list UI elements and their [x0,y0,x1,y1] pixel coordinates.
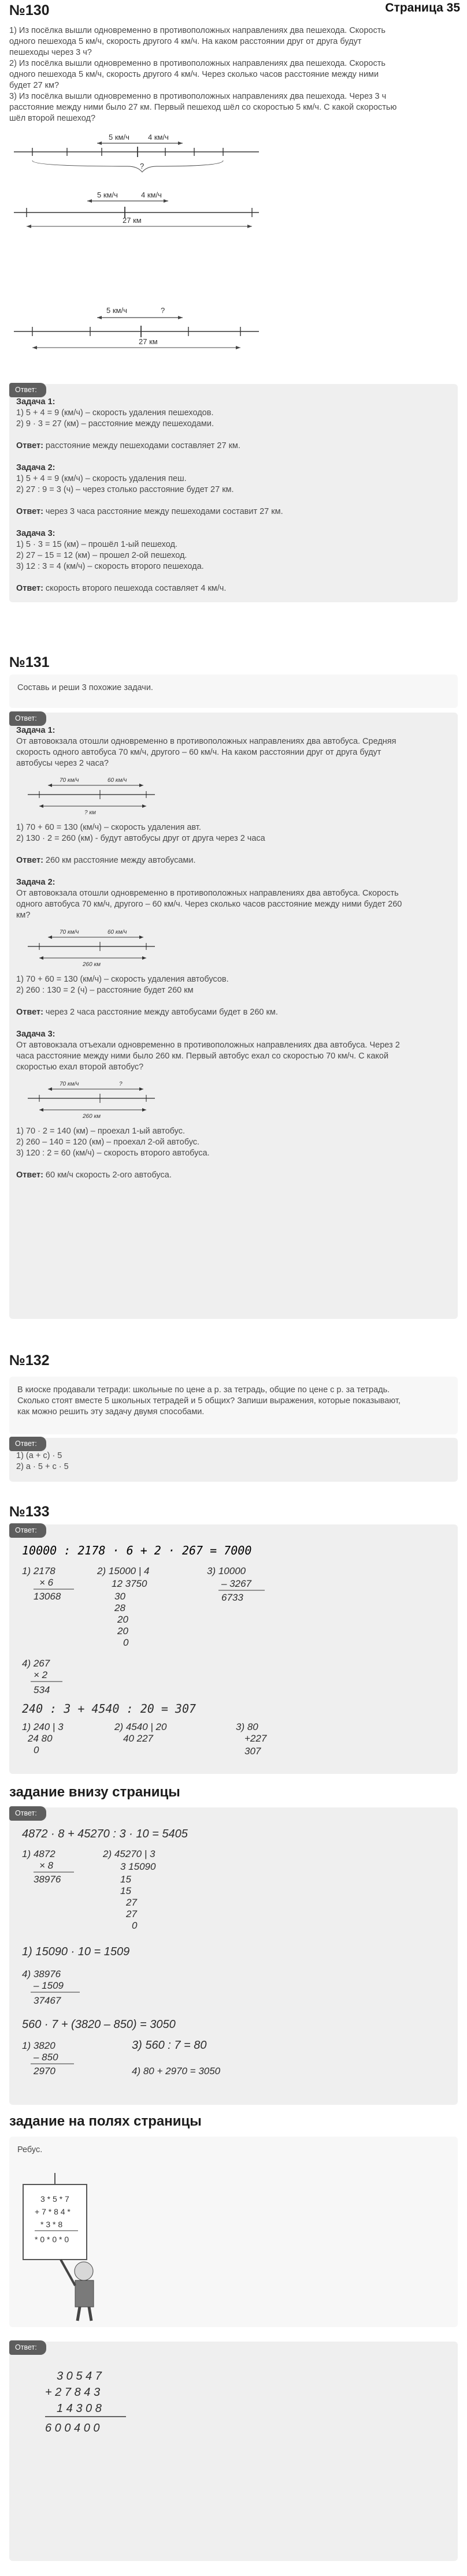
svg-text:13068: 13068 [34,1591,61,1602]
svg-text:4) 267: 4) 267 [22,1658,50,1669]
svg-text:15: 15 [120,1885,131,1896]
diagram-2-left-label: 5 км/ч [97,191,118,199]
svg-text:0: 0 [34,1744,39,1755]
answer-130-line: Ответ: расстояние между пешеходами составляет 27 км. [16,441,240,450]
svg-text:3) 560 : 7 = 80: 3) 560 : 7 = 80 [132,2039,207,2052]
segment-diagram-1 [9,126,264,178]
handwritten-diagram-2 [16,926,166,971]
diagram-1-right-label: 4 км/ч [148,133,169,141]
svg-text:70 км/ч: 70 км/ч [60,1081,79,1087]
bottom-task-title: задание внизу страницы [9,1784,180,1800]
answer-130-line: 1) 5 + 4 = 9 (км/ч) – скорость удаления пешеходов. [16,408,214,417]
answer-box-margin [9,2342,458,2561]
svg-text:2970: 2970 [34,2066,55,2077]
answer-130-line: 2) 27 : 9 = 3 (ч) – через столько расстояние будет 27 км. [16,485,234,494]
answer-box-131: Ответ: Задача 1: От автовокзала отошли одновременно в противоположных направлениях два автобуса. Средняя скорость одного автобуса 70 км/ч, другого – 60 км/ч. На каком расстоянии друг от друга будут автобусы через 2 часа? 70 км/ч 60 км/ч ? км 1) 70 + 60 = 130 (км/ч) – скорость удаления авт. 2) 130 · 2 = 260 (км) - будут автобусы друг от друга через 2 часа Ответ: 260 км расстояние между автобусами. Задача 2: От автовокзала отошли одновременно в противоположных направлениях два автобуса. Скорость одного автобуса 70 км/ч, другого – 60 км/ч. Через сколько часов расстояние между ними будет 260 км? 70 км/ч 60 км/ч 260 км 1) 70 + 60 = 130 (км/ч) – скорость удаления автобусов. 2) 260 : 130 = 2 (ч) – расстояние будет 260 км Ответ: через 2 часа расстояние между автобусами будет в 260 км. Задача 3: От автовокзала отъехали одновременно в противоположных направлениях два автобуса. Через 2 часа расстояние между ними было 260 км. Первый автобус ехал со скоростью 70 км/ч. С какой скоростью ехал второй автобус? 70 км/ч ? 260 км 1) 70 · 2 = 140 (км) – проехал 1-ый автобус. 2) 260 – 140 = 120 (км) – проехал 2-ой автобус. 3) 120 : 2 = 60 (км/ч) – скорость второго автобуса. Ответ: 60 км/ч скорость 2-ого автобуса. [9,713,458,1319]
answer-130-line: 2) 27 – 15 = 12 (км) – прошел 2-ой пешеход. [16,551,187,560]
answer-130-line: Ответ: через 3 часа расстояние между пешеходами составит 27 км. [16,507,283,516]
svg-text:1) 3820: 1) 3820 [22,2040,55,2051]
svg-text:20: 20 [117,1614,128,1625]
answer-130-line: 1) 5 + 4 = 9 (км/ч) – скорость удаления пеш. [16,474,187,483]
answer-box-bottom [9,1807,458,2105]
answer-130-line: Ответ: скорость второго пешехода составляет 4 км/ч. [16,584,227,593]
answer-130-line: Задача 1: [16,397,55,407]
answer-tab[interactable]: Ответ: [9,383,46,397]
svg-text:3 0 5 4 7: 3 0 5 4 7 [57,2370,102,2383]
svg-text:+ 2 7 8 4 3: + 2 7 8 4 3 [45,2386,101,2399]
svg-text:× 2: × 2 [34,1669,48,1680]
svg-text:15: 15 [120,1874,131,1885]
diagram-3-left-label: 5 км/ч [106,306,127,315]
answer-tab[interactable]: Ответ: [9,1806,46,1821]
svg-text:0: 0 [132,1920,138,1931]
margin-task-title: задание на полях страницы [9,2113,202,2129]
svg-text:240 : 3 + 4540 : 20 = 307: 240 : 3 + 4540 : 20 = 307 [22,1702,197,1716]
svg-text:70 км/ч: 70 км/ч [60,929,79,935]
svg-text:4) 38976: 4) 38976 [22,1969,61,1979]
svg-text:260 км: 260 км [83,961,101,968]
handwritten-solution-bottom [16,1822,450,2100]
task-132-title: №132 [9,1352,50,1369]
svg-text:4) 80 + 2970 = 3050: 4) 80 + 2970 = 3050 [132,2066,221,2077]
answer-tab[interactable]: Ответ: [9,2340,46,2355]
diagram-2-bottom-label: 27 км [123,216,142,225]
svg-text:24 80: 24 80 [28,1733,53,1744]
svg-text:2) 45270 | 3: 2) 45270 | 3 [103,1848,155,1859]
svg-text:3 * 5 * 7: 3 * 5 * 7 [40,2194,69,2204]
answer-tab[interactable]: Ответ: [9,1437,46,1451]
svg-text:20: 20 [117,1626,128,1636]
task-133-title: №133 [9,1504,50,1520]
handwritten-rebus-answer [16,2362,190,2449]
svg-text:?: ? [119,1081,123,1087]
task-131-title: №131 [9,654,50,670]
svg-text:40 227: 40 227 [123,1733,153,1744]
segment-diagram-2 [9,186,264,244]
svg-text:– 1509: – 1509 [34,1980,64,1991]
svg-text:60 км/ч: 60 км/ч [108,929,127,935]
svg-text:260 км: 260 км [83,1113,101,1120]
svg-text:534: 534 [34,1684,50,1695]
svg-text:1) 2178: 1) 2178 [22,1565,55,1576]
handwritten-diagram-1 [16,774,166,819]
diagram-1-bottom-label: ? [140,162,144,170]
svg-text:27: 27 [126,1897,137,1908]
margin-task-text: Ребус. [17,2145,43,2154]
svg-text:* 0 * 0 * 0: * 0 * 0 * 0 [35,2235,69,2244]
page-title: Страница 35 [385,1,460,14]
answer-130-line: Задача 2: [16,463,55,472]
svg-text:10000 : 2178 · 6 + 2 · 267 = 7: 10000 : 2178 · 6 + 2 · 267 = 7000 [22,1544,252,1557]
answer-130-line: 3) 12 : 3 = 4 (км/ч) – скорость второго пешехода. [16,562,204,571]
svg-text:× 8: × 8 [39,1860,54,1871]
svg-text:+227: +227 [244,1733,267,1744]
answer-box-130 [9,384,458,602]
task-130-title: №130 [9,2,50,18]
svg-text:6 0 0 4 0 0: 6 0 0 4 0 0 [45,2422,100,2435]
answer-box-132: Ответ: 1) (a + c) · 5 2) a · 5 + c · 5 [9,1438,458,1482]
svg-text:1) 15090 · 10 = 1509: 1) 15090 · 10 = 1509 [22,1945,130,1958]
task-132-text: В киоске продавали тетради: школьные по цене a р. за тетрадь, общие по цене c р. за тетрадь. Сколько стоят вместе 5 школьных тетрадей и 5 общих? Запиши выражения, которые показывают, как можно решить эту задачу двумя способами. [9,1377,458,1434]
svg-text:28: 28 [114,1602,125,1613]
svg-text:6733: 6733 [221,1592,243,1603]
svg-text:× 6: × 6 [39,1577,54,1588]
answer-130-content [16,397,451,594]
svg-text:307: 307 [244,1746,261,1757]
svg-text:27: 27 [126,1908,137,1919]
svg-text:37467: 37467 [34,1995,61,2006]
svg-text:– 3267: – 3267 [221,1578,251,1589]
diagram-1-left-label: 5 км/ч [109,133,129,141]
diagram-2-right-label: 4 км/ч [141,191,162,199]
svg-text:560 · 7 + (3820 – 850) = 3050: 560 · 7 + (3820 – 850) = 3050 [22,2018,176,2031]
segment-diagram-3 [9,300,264,364]
answer-130-line: 1) 5 · 3 = 15 (км) – прошёл 1-ый пешеход. [16,540,177,549]
svg-text:0: 0 [123,1637,129,1648]
margin-task-box [9,2137,458,2327]
svg-text:– 850: – 850 [34,2052,58,2063]
answer-tab[interactable]: Ответ: [9,711,46,726]
task-131-text: Составь и реши 3 похожие задачи. [9,674,458,708]
svg-text:? км: ? км [84,810,96,816]
handwritten-diagram-3 [16,1078,166,1123]
svg-text:3 15090: 3 15090 [120,1861,156,1872]
svg-text:+ 7 * 8 4 *: + 7 * 8 4 * [35,2207,71,2216]
svg-text:30: 30 [114,1591,125,1602]
task-130-text: 1) Из посёлка вышли одновременно в противоположных направлениях два пешехода. Скорость одного пешехода 5 км/ч, скорость другого 4 км/ч. На каком расстоянии друг от друга будут пешеходы через 3 ч? 2) Из посёлка вышли одновременно в противоположных направлениях два пешехода. Скорость одного пешехода 5 км/ч, скорость другого 4 км/ч. Через сколько часов расстояние между ними будет 27 км? 3) Из посёлка вышли одновременно в противоположных направлениях два пешехода. Через 3 ч расстояние между ними было 27 км. Первый пешеход шёл со скоростью 5 км/ч. С какой скоростью шёл второй пешеход? [9,26,397,123]
svg-text:3) 10000: 3) 10000 [207,1565,246,1576]
svg-text:1) 4872: 1) 4872 [22,1848,55,1859]
svg-text:2) 4540 | 20: 2) 4540 | 20 [114,1721,167,1732]
svg-text:12 3750: 12 3750 [112,1578,147,1589]
svg-text:38976: 38976 [34,1874,61,1885]
svg-text:60 км/ч: 60 км/ч [108,777,127,784]
svg-text:70 км/ч: 70 км/ч [60,777,79,784]
rebus-picture [17,2173,121,2323]
answer-130-line: 2) 9 · 3 = 27 (км) – расстояние между пешеходами. [16,419,214,428]
answer-tab[interactable]: Ответ: [9,1523,46,1538]
svg-text:3) 80: 3) 80 [236,1721,258,1732]
svg-text:1) 240 | 3: 1) 240 | 3 [22,1721,64,1732]
svg-text:4872 · 8 + 45270 : 3 · 10 = 54: 4872 · 8 + 45270 : 3 · 10 = 5405 [22,1828,188,1840]
diagram-3-right-label: ? [161,306,165,315]
diagram-3-bottom-label: 27 км [139,337,158,346]
handwritten-solution-133 [16,1539,450,1768]
svg-text:* 3 * 8: * 3 * 8 [40,2220,63,2229]
svg-text:1 4 3 0 8: 1 4 3 0 8 [57,2402,102,2415]
svg-text:2) 15000 | 4: 2) 15000 | 4 [97,1565,150,1576]
answer-box-133 [9,1524,458,1774]
answer-130-line: Задача 3: [16,529,55,538]
